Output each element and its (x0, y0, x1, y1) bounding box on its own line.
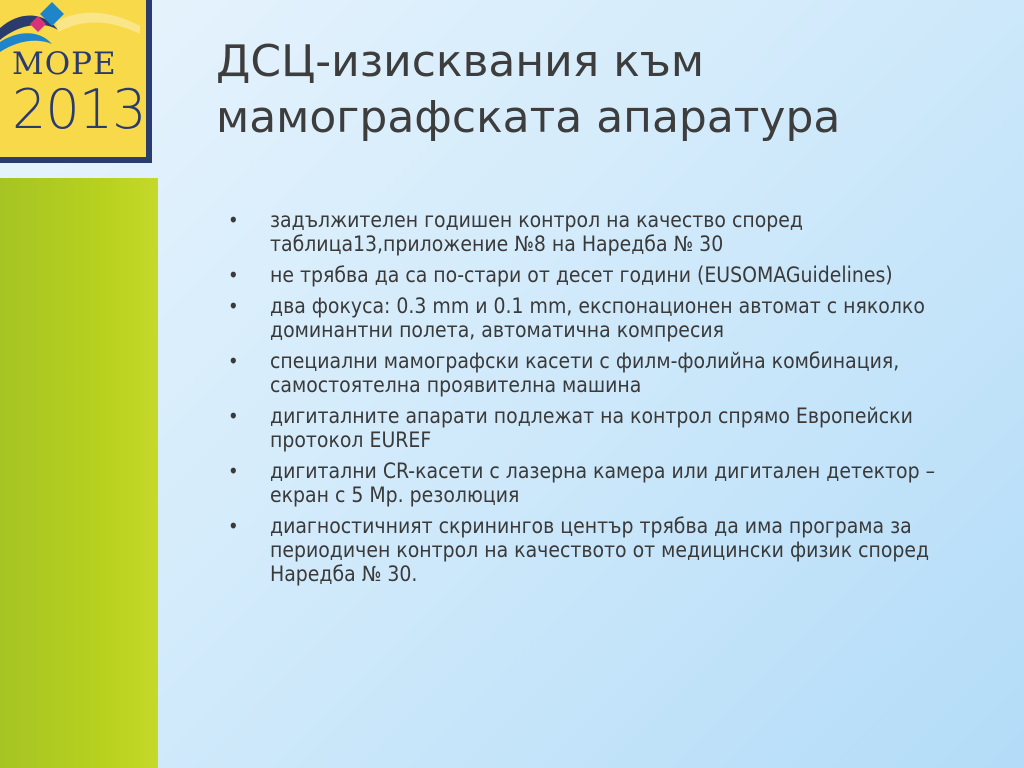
logo-year: 2013 (12, 78, 146, 141)
bullet-icon: • (228, 404, 239, 428)
list-item-text: два фокуса: 0.3 mm и 0.1 mm, експонационен автомат с няколко доминантни полета, автоматична компресия (270, 294, 925, 342)
list-item (228, 514, 998, 586)
bullet-icon: • (228, 349, 239, 373)
list-item-text: диагностичният скринингов център трябва да има програма за периодичен контрол на качеството от медицински физик според Наредба № 30. (270, 514, 930, 586)
list-item (228, 404, 998, 452)
bullet-icon: • (228, 263, 239, 287)
list-item (228, 349, 998, 397)
list-item (228, 459, 998, 507)
list-item (228, 263, 998, 287)
list-item (228, 294, 998, 342)
list-item-text: дигитални CR-касети с лазерна камера или дигитален детектор – екран с 5 Mp. резолюция (270, 459, 936, 507)
bullet-list (228, 208, 998, 593)
bullet-icon: • (228, 459, 239, 483)
conference-logo (0, 0, 152, 163)
list-item-text: специални мамографски касети с филм-фолийна комбинация, самостоятелна проявителна машина (270, 349, 900, 397)
list-item-text: задължителен годишен контрол на качество според таблица13,приложение №8 на Наредба № 30 (270, 208, 803, 256)
list-item-text: дигиталните апарати подлежат на контрол спрямо Европейски протокол EUREF (270, 404, 913, 452)
list-item (228, 208, 998, 256)
bullet-icon: • (228, 514, 239, 538)
list-item-text: не трябва да са по-стари от десет години (EUSOMAGuidelines) (270, 263, 893, 287)
logo-word: МОРЕ (12, 46, 117, 82)
green-side-bar (0, 178, 158, 768)
bullet-icon: • (228, 294, 239, 318)
slide-title: ДСЦ-изисквания към мамографската апаратура (216, 36, 841, 143)
bullet-icon: • (228, 208, 239, 232)
